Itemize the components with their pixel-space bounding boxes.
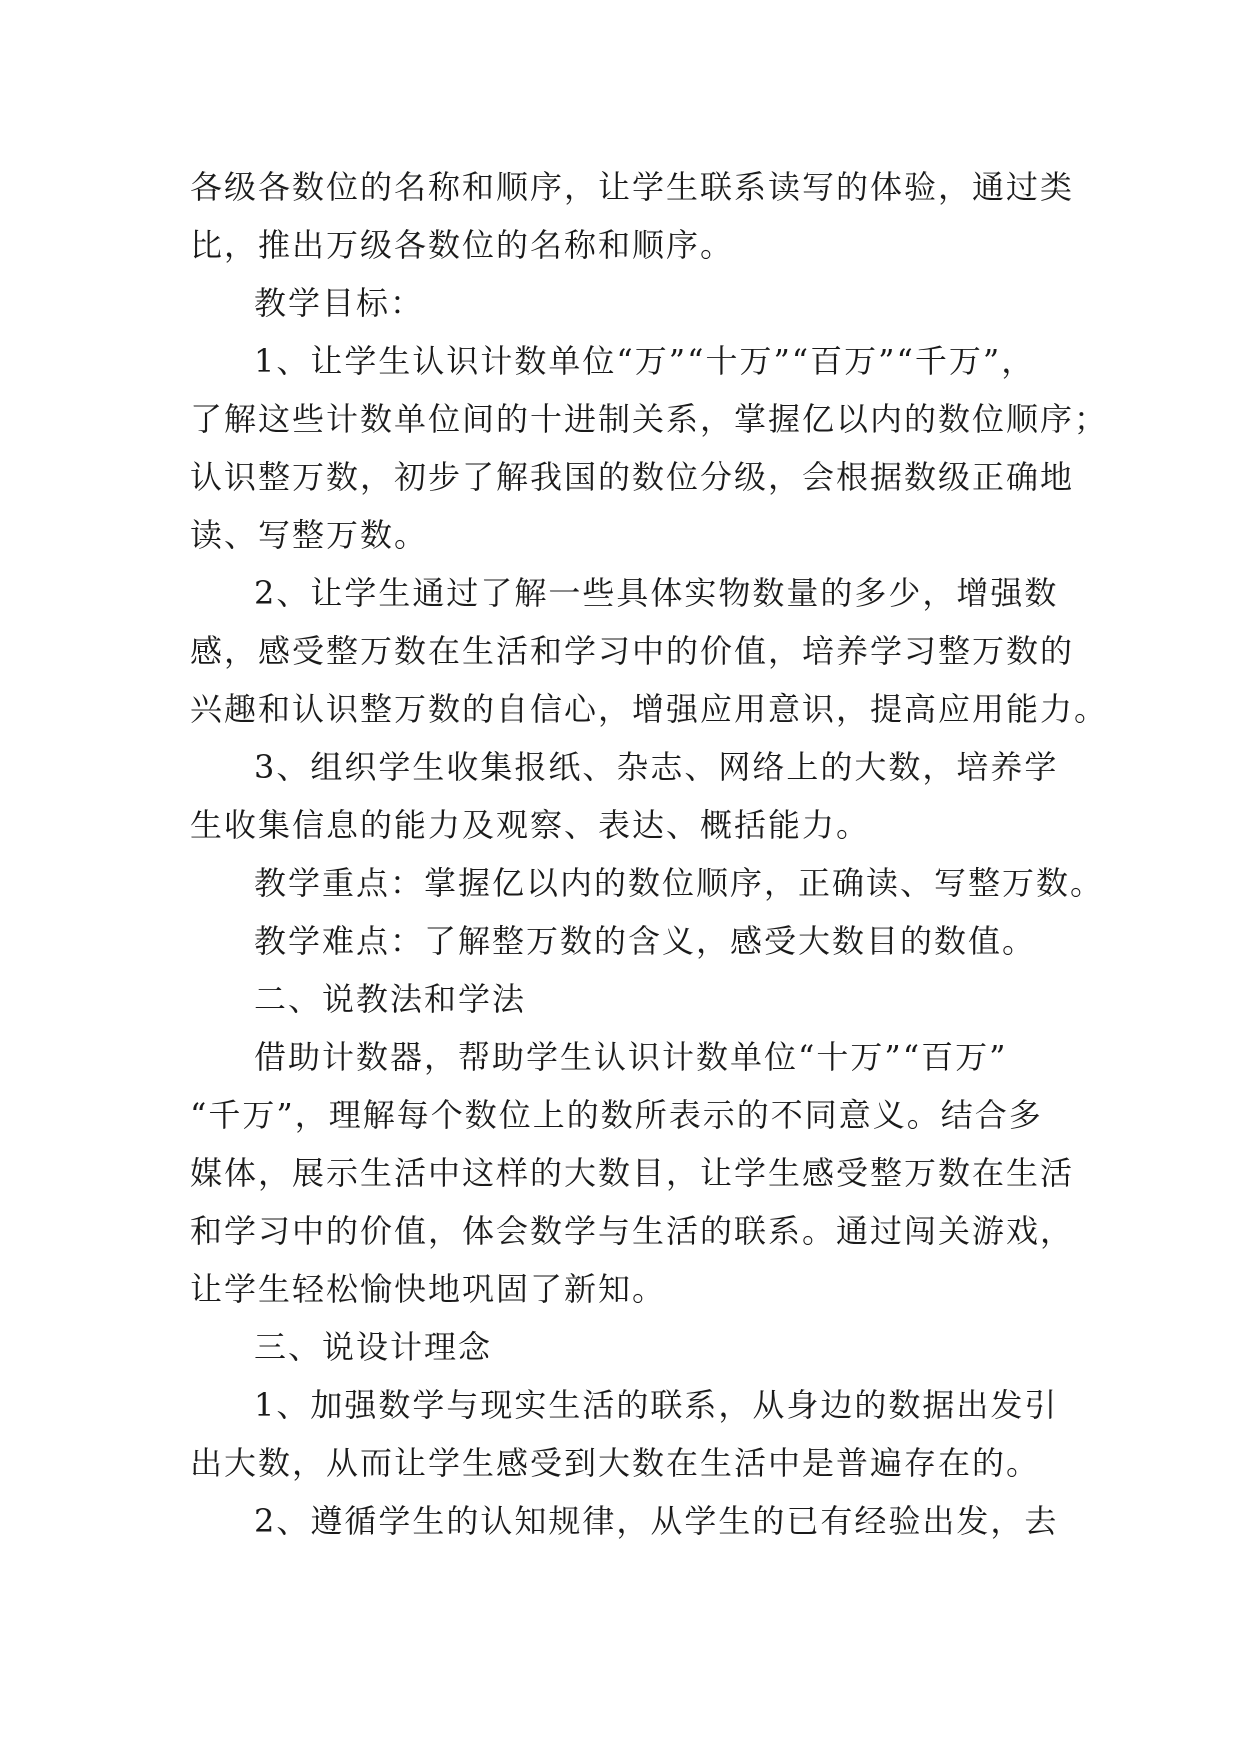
key-point-line: 教学重点：掌握亿以内的数位顺序，正确读、写整万数。 <box>254 864 1105 902</box>
text-line: 出大数，从而让学生感受到大数在生活中是普遍存在的。 <box>190 1444 1041 1482</box>
text-line: 比，推出万级各数位的名称和顺序。 <box>190 226 735 264</box>
body-text <box>190 158 1109 1550</box>
text-line: 借助计数器，帮助学生认识计数单位“十万”“百万” <box>254 1038 1008 1076</box>
text-line: 3、组织学生收集报纸、杂志、网络上的大数，培养学 <box>254 748 1059 786</box>
text-line: 了解这些计数单位间的十进制关系，掌握亿以内的数位顺序； <box>190 400 1109 438</box>
text-line: 让学生轻松愉快地巩固了新知。 <box>190 1270 667 1308</box>
difficulty-line: 教学难点：了解整万数的含义，感受大数目的数值。 <box>254 922 1037 960</box>
text-line: 认识整万数，初步了解我国的数位分级，会根据数级正确地 <box>190 458 1075 496</box>
section-heading: 二、说教法和学法 <box>254 980 527 1018</box>
section-heading: 三、说设计理念 <box>254 1328 493 1366</box>
text-line: 2、遵循学生的认知规律，从学生的已有经验出发，去 <box>254 1502 1059 1540</box>
text-line: 兴趣和认识整万数的自信心，增强应用意识，提高应用能力。 <box>190 690 1109 728</box>
text-line: “千万”，理解每个数位上的数所表示的不同意义。结合多 <box>190 1096 1043 1134</box>
text-line: 2、让学生通过了解一些具体实物数量的多少，增强数 <box>254 574 1059 612</box>
text-line: 媒体，展示生活中这样的大数目，让学生感受整万数在生活 <box>190 1154 1075 1192</box>
text-line: 各级各数位的名称和顺序，让学生联系读写的体验，通过类 <box>190 168 1075 206</box>
text-line: 读、写整万数。 <box>190 516 429 554</box>
text-line: 感，感受整万数在生活和学习中的价值，培养学习整万数的 <box>190 632 1075 670</box>
text-line: 1、让学生认识计数单位“万”“十万”“百万”“千万”， <box>254 342 1036 380</box>
text-line: 1、加强数学与现实生活的联系，从身边的数据出发引 <box>254 1386 1059 1424</box>
section-heading: 教学目标： <box>254 284 425 322</box>
text-line: 生收集信息的能力及观察、表达、概括能力。 <box>190 806 871 844</box>
text-line: 和学习中的价值，体会数学与生活的联系。通过闯关游戏， <box>190 1212 1075 1250</box>
